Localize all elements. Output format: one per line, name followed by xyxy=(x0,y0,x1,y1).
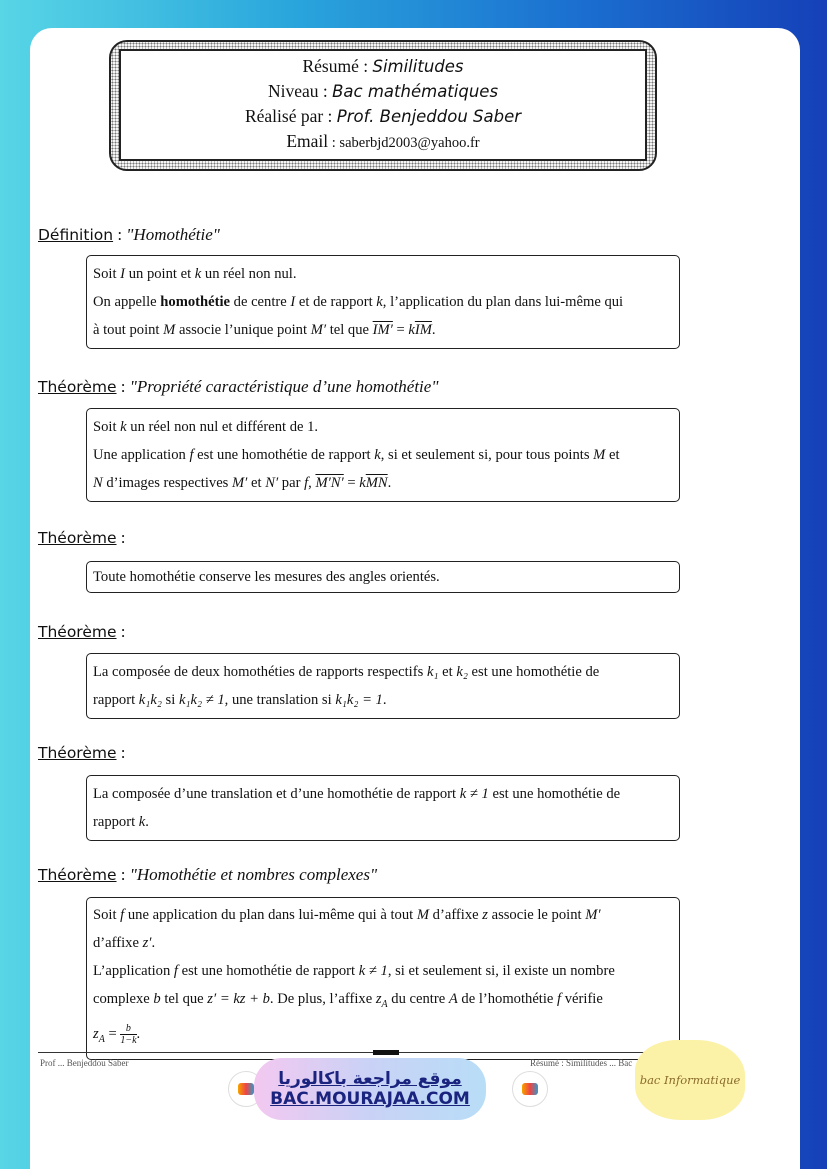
site-banner[interactable] xyxy=(254,1058,486,1120)
footer-rule xyxy=(38,1052,678,1053)
section-keyword: Théorème xyxy=(38,623,117,641)
fraction: $\frac{b}{1-k}$ xyxy=(120,1023,137,1047)
email-label: Email xyxy=(286,131,329,151)
theorem-1-box xyxy=(86,408,680,502)
niveau-label: Niveau : xyxy=(267,81,333,101)
vector-im-prime: IM′ xyxy=(372,322,393,338)
niveau-value: Bac mathématiques xyxy=(332,82,499,101)
section-keyword: Théorème xyxy=(38,866,117,884)
section-sep: : xyxy=(116,743,126,762)
section-sep: : xyxy=(113,225,127,244)
banner-url[interactable]: BAC.MOURAJAA.COM xyxy=(270,1089,470,1109)
t3-line-1: La composée de deux homothéties de rapports respectifs k₁ et k₂ est une homothétie de xyxy=(93,664,600,680)
section-keyword: Définition xyxy=(38,226,114,244)
t1-line-1: Soit k un réel non nul et différent de 1. xyxy=(93,419,319,435)
t3-line-2: rapport k₁k₂ si k₁k₂ ≠ 1, une translation si k₁k₂ = 1. xyxy=(93,692,387,708)
theorem-5-box xyxy=(86,897,680,1060)
header-email xyxy=(286,129,479,156)
section-sep: : xyxy=(116,622,126,641)
section-keyword: Théorème xyxy=(38,744,117,762)
footer-right-text: Résumé : Similitudes ... Bac xyxy=(530,1058,633,1068)
realise-label: Réalisé par : xyxy=(244,106,337,126)
t2-text: Toute homothétie conserve les mesures des angles orientés. xyxy=(93,569,440,585)
t4-line-2: rapport k. xyxy=(93,814,149,830)
header-resume xyxy=(302,54,463,79)
t5-line-1: Soit f une application du plan dans lui-même qui à tout M d’affixe z associe le point M′ xyxy=(93,907,601,923)
section-heading-theorem-5 xyxy=(38,865,377,885)
theorem-4-box xyxy=(86,775,680,841)
section-title: "Homothétie" xyxy=(126,225,220,244)
theorem-2-box xyxy=(86,561,680,593)
vector-mn-prime: M′N′ xyxy=(315,475,344,491)
t5-line-3: L’application f est une homothétie de rapport k ≠ 1, si et seulement si, il existe un nombre xyxy=(93,963,615,979)
vector-mn: $\overline{MN}$ xyxy=(365,475,388,491)
section-heading-theorem-3 xyxy=(38,622,126,642)
t1-line-3: N d’images respectives M′ et N′ par f, $M'N' = k\overline{MN}$. xyxy=(93,475,392,491)
footer-rule-tick xyxy=(373,1050,399,1055)
realise-value: Prof. Benjeddou Saber xyxy=(336,107,522,126)
def-line-1: Soit I un point et k un réel non nul. xyxy=(93,266,297,282)
footer-left-text: Prof ... Benjeddou Saber xyxy=(40,1058,129,1068)
t5-line-5: $z_A$ = $\frac{b}{1-k}$ . xyxy=(93,1023,141,1047)
section-title: "Propriété caractéristique d’une homothétie" xyxy=(129,377,439,396)
section-keyword: Théorème xyxy=(38,529,117,547)
section-heading-theorem-2 xyxy=(38,528,126,548)
def-line-3: à tout point M associe l’unique point M′ tel que $IM' = k\overline{IM}$. xyxy=(93,322,436,338)
resume-label: Résumé : xyxy=(302,56,373,76)
t4-line-1: La composée d’une translation et d’une homothétie de rapport k ≠ 1 est une homothétie de xyxy=(93,786,621,802)
section-sep: : xyxy=(116,865,130,884)
section-title: "Homothétie et nombres complexes" xyxy=(129,865,378,884)
definition-box xyxy=(86,255,680,349)
t5-line-2: d’affixe z′. xyxy=(93,935,156,951)
section-heading-definition xyxy=(38,225,220,245)
section-keyword: Théorème xyxy=(38,378,117,396)
theorem-3-box xyxy=(86,653,680,719)
resume-value: Similitudes xyxy=(372,57,464,76)
email-value[interactable]: : saberbjd2003@yahoo.fr xyxy=(328,135,480,151)
bac-informatique-logo xyxy=(635,1040,745,1120)
vector-im: $\overline{IM}$ xyxy=(414,322,432,338)
t1-line-2: Une application f est une homothétie de rapport k, si et seulement si, pour tous points M et xyxy=(93,447,620,463)
section-heading-theorem-1 xyxy=(38,377,438,397)
def-line-2: On appelle homothétie de centre I et de rapport k, l’application du plan dans lui-même qui xyxy=(93,294,624,310)
header-niveau xyxy=(268,79,498,104)
header-realise xyxy=(245,104,521,129)
header-box xyxy=(119,49,647,161)
logo-text: bac Informatique xyxy=(639,1073,741,1087)
section-sep: : xyxy=(116,528,126,547)
section-heading-theorem-4 xyxy=(38,743,126,763)
section-sep: : xyxy=(116,377,130,396)
t5-line-4: complexe b tel que z′ = kz + b. De plus, l’affixe $z_A$ du centre A de l’homothétie f vérifie xyxy=(93,991,603,1010)
banner-arabic-text[interactable]: موقع مراجعة باكالوريا xyxy=(278,1069,462,1089)
site-logo-icon-right xyxy=(512,1071,548,1107)
